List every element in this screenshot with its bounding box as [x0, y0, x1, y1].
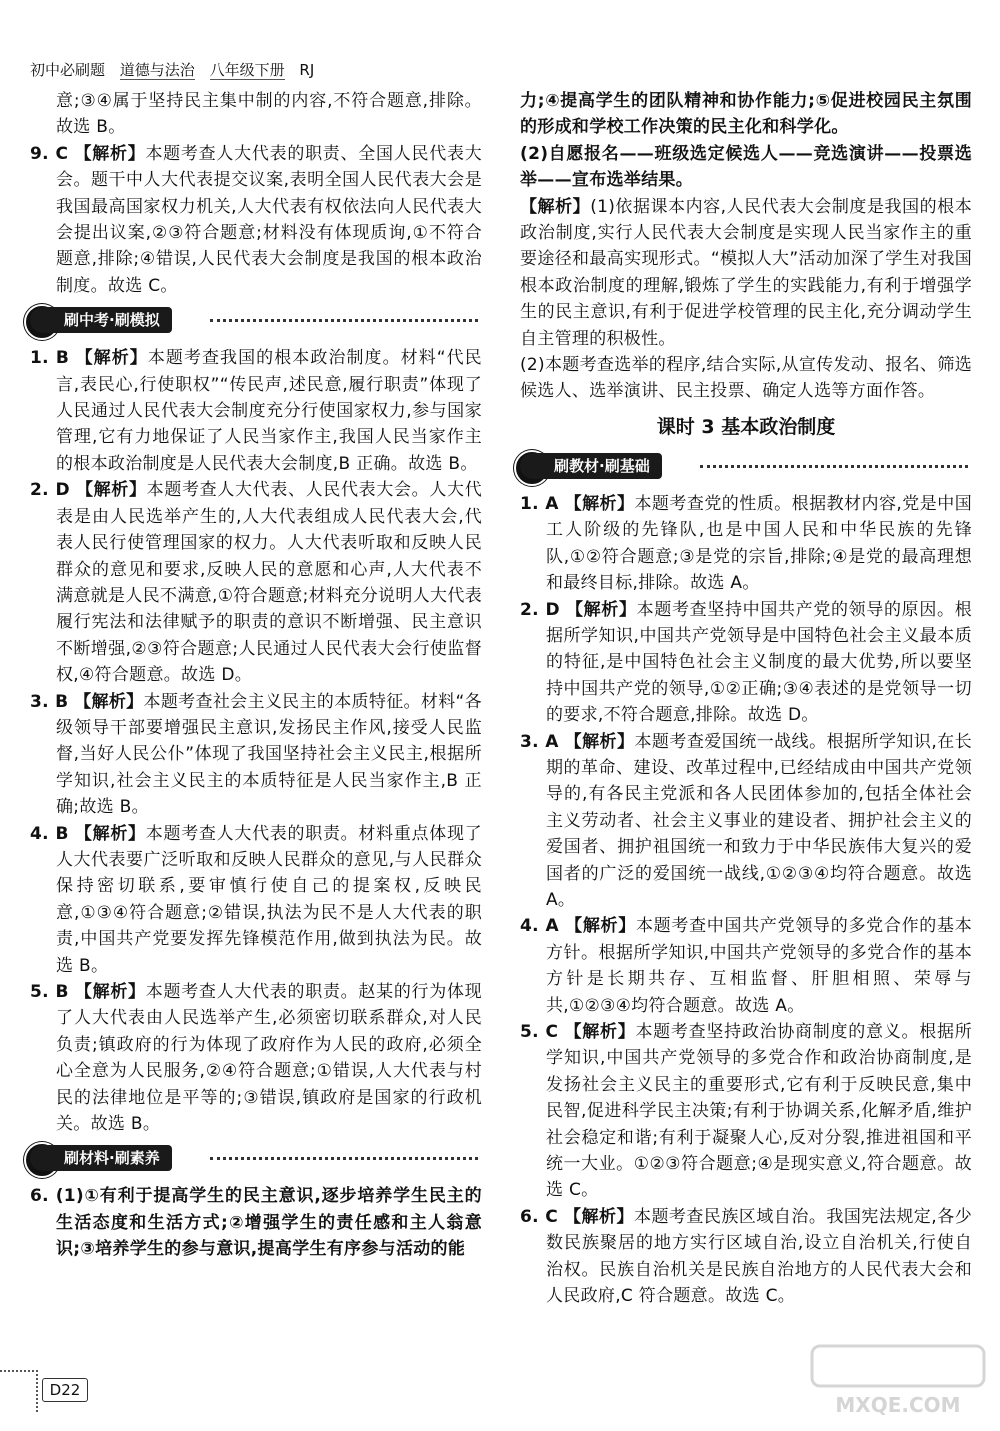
answer-key: 5. B	[30, 982, 69, 1002]
answer-item-1	[30, 345, 482, 477]
analysis-text: 本题考查人大代表的职责、全国人民代表大会。题干中人大代表提交议案,表明全国人民代表大会是我国最高国家权力机关,人大代表有权依法向人民代表大会提出议案,②③符合题意;材料没有体现质询,①不符合题意,排除;④错误,人民代表大会制度是我国的根本政治制度。故选 C。	[56, 143, 482, 296]
lesson-title: 课时 3 基本政治制度	[656, 415, 836, 438]
grade-title: 八年级下册	[209, 61, 285, 79]
analysis-text: 本题考查民族区域自治。我国宪法规定,各少数民族聚居的地方实行区域自治,设立自治机关,行使自治权。民族自治机关是民族自治地方的人民代表大会和人民政府,C 符合题意。故选 C。	[546, 1206, 972, 1307]
analysis-tag: 【解析】	[75, 348, 148, 369]
answer-item-5	[520, 1019, 972, 1204]
continuation-text: 意;③④属于坚持民主集中制的内容,不符合题意,排除。故选 B。	[56, 91, 482, 138]
analysis-tag: 【解析】	[564, 1022, 636, 1042]
analysis-text: 本题考查社会主义民主的本质特征。材料“各级领导干部要增强民主意识,发扬民主作风,接受人民监督,当好人民公仆”体现了我国坚持社会主义民主,根据所学知识,社会主义民主的本质特征是人民当家作主,B 正确;故选 B。	[56, 691, 482, 818]
answer-item-4	[30, 821, 482, 979]
answer-key: 5. C	[520, 1022, 559, 1042]
page-header	[30, 60, 324, 80]
analysis-tag: 【解析】	[74, 691, 144, 712]
answer-item-4	[520, 913, 972, 1019]
subject-title: 道德与法治	[119, 61, 195, 79]
answer-item-3	[30, 689, 482, 821]
analysis-text: 本题考查人大代表、人民代表大会。人大代表是由人民选举产生的,人大代表组成人民代表大会,代表人民行使管理国家的权力。人大代表听取和反映人民群众的意见和要求,反映人民的意愿和心声,人大代表不满意就是人民不满意,①符合题意;材料充分说明人大代表履行宪法和法律赋予的职责的意识不断增强、民主意识不断增强,②③符合题意;人民通过人民代表大会行使监督权,④符合题意。故选 D。	[56, 480, 482, 686]
analysis-tag: 【解析】	[74, 143, 146, 164]
section-banner-basic	[520, 451, 972, 483]
answer-continuation: 力;④提高学生的团队精神和协作能力;⑤促进校园民主氛围的形成和学校工作决策的民主化和科学化。	[520, 91, 972, 138]
answer-item-9	[30, 141, 482, 299]
section-title: 刷材料·刷素养	[30, 1145, 172, 1171]
answer-steps: (2)自愿报名——班级选定候选人——竞选演讲——投票选举——宣布选举结果。	[520, 143, 972, 191]
section-banner-mock	[30, 305, 482, 337]
answer-key: 6.	[30, 1186, 49, 1207]
page-number: D22	[42, 1378, 88, 1402]
dotted-divider	[700, 465, 968, 468]
analysis-text: 本题考查党的性质。根据教材内容,党是中国工人阶级的先锋队,也是中国人民和中华民族的先锋队,①②符合题意;③是党的宗旨,排除;④是党的最高理想和最终目标,排除。故选 A。	[546, 493, 972, 594]
analysis-tag: 【解析】	[75, 480, 147, 501]
analysis-tag: 【解析】	[565, 599, 637, 620]
watermark-text: MXQE.COM	[835, 1393, 961, 1417]
analysis-tag: 【解析】	[564, 731, 635, 752]
right-column	[520, 88, 972, 1309]
analysis-tag: 【解析】	[520, 196, 591, 217]
section-title: 刷中考·刷模拟	[30, 307, 172, 333]
answer-key: 6. C	[520, 1206, 559, 1227]
answer-text: (1)①有利于提高学生的民主意识,逐步培养学生民主的生活态度和生活方式;②增强学生的责任感和主人翁意识;③培养学生的参与意识,提高学生有序参与活动的能	[55, 1186, 482, 1260]
watermark-logo	[808, 1340, 988, 1420]
footer-corner-decoration	[0, 1370, 38, 1412]
analysis-text: 本题考查人大代表的职责。材料重点体现了人大代表要广泛听取和反映人民群众的意见,与人民群众保持密切联系,要审慎行使自己的提案权,反映民意,①③④符合题意;②错误,执法为民不是人大代表的职责,中国共产党要发挥先锋模范作用,做到执法为民。故选 B。	[56, 823, 482, 976]
answer-item-6	[520, 1204, 972, 1310]
answer-item-2	[30, 477, 482, 688]
left-column	[30, 88, 482, 1263]
answer-key: 4. A	[520, 916, 559, 937]
answer-key: 2. D	[520, 599, 560, 620]
analysis-text: 本题考查人大代表的职责。赵某的行为体现了人大代表由人民选举产生,必须密切联系群众,对人民负责;镇政府的行为体现了政府作为人民的政府,必须全心全意为人民服务,②④符合题意;①错误,人大代表与村民的法律地位是平等的;③错误,镇政府是国家的行政机关。故选 B。	[56, 982, 482, 1135]
answer-item-2	[520, 597, 972, 729]
analysis-continuation	[520, 194, 972, 352]
answer-item-1	[520, 491, 972, 597]
answer-key: 1. A	[520, 493, 559, 514]
analysis-tag: 【解析】	[74, 982, 146, 1002]
analysis-text: 本题考查我国的根本政治制度。材料“代民言,表民心,行使职权”“传民声,述民意,履行职责”体现了人民通过人民代表大会制度充分行使国家权力,参与国家管理,它有力地保证了人民当家作主,我国人民当家作主的根本政治制度是人民代表大会制度,B 正确。故选 B。	[56, 348, 482, 474]
dotted-divider	[210, 1157, 478, 1160]
section-banner-material	[30, 1143, 482, 1175]
answer-key: 4. B	[30, 823, 69, 844]
answer-key: 2. D	[30, 480, 70, 501]
analysis-text: 本题考查坚持中国共产党的领导的原因。根据所学知识,中国共产党领导是中国特色社会主义最本质的特征,是中国特色社会主义制度的最大优势,所以要坚持中国共产党的领导,①②正确;③④表述的是党领导一切的要求,不符合题意,排除。故选 D。	[546, 599, 972, 726]
analysis-tag: 【解析】	[74, 823, 146, 844]
answer-item-5	[30, 979, 482, 1137]
analysis-tag: 【解析】	[565, 916, 636, 937]
answer-item-6	[30, 1183, 482, 1262]
answer-item-3	[520, 729, 972, 914]
edition-label: RJ	[299, 61, 315, 79]
analysis-continuation-2: (2)本题考查选举的程序,结合实际,从宣传发动、报名、筛选候选人、选举演讲、民主投票、确定人选等方面作答。	[520, 355, 972, 402]
answer-key: 3. A	[520, 731, 559, 752]
analysis-text: 本题考查坚持政治协商制度的意义。根据所学知识,中国共产党领导的多党合作和政治协商制度,是发扬社会主义民主的重要形式,它有利于反映民意,集中民智,促进科学民主决策;有利于协调关系,化解矛盾,维护社会稳定和谐;有利于凝聚人心,反对分裂,推进祖国和平统一大业。①②③符合题意;④是现实意义,符合题意。故选 C。	[546, 1022, 972, 1201]
analysis-tag: 【解析】	[563, 1206, 634, 1227]
answer-key: 9. C	[30, 143, 69, 164]
series-title: 初中必刷题	[30, 61, 106, 79]
analysis-text: (1)依据课本内容,人民代表大会制度是我国的根本政治制度,实行人民代表大会制度是实现人民当家作主的重要途径和最高实现形式。“模拟人大”活动加深了学生对我国根本政治制度的理解,锻炼了学生的实践能力,有利于增强学生的民主意识,有利于促进学校管理的民主化,充分调动学生自主管理的积极性。	[520, 196, 973, 349]
dotted-divider	[210, 319, 478, 322]
answer-key: 3. B	[30, 691, 69, 712]
analysis-text: 本题考查爱国统一战线。根据所学知识,在长期的革命、建设、改革过程中,已经结成由中国共产党领导的,有各民主党派和各人民团体参加的,包括全体社会主义劳动者、社会主义事业的建设者、拥护社会主义的爱国者、拥护祖国统一和致力于中华民族伟大复兴的爱国者的广泛的爱国统一战线,①②③④均符合题意。故选 A。	[546, 731, 972, 910]
analysis-text: 本题考查中国共产党领导的多党合作的基本方针。根据所学知识,中国共产党领导的多党合作的基本方针是长期共存、互相监督、肝胆相照、荣辱与共,①②③④均符合题意。故选 A。	[546, 916, 973, 1016]
section-title: 刷教材·刷基础	[520, 453, 662, 479]
analysis-tag: 【解析】	[564, 493, 635, 514]
answer-key: 1. B	[30, 348, 70, 369]
